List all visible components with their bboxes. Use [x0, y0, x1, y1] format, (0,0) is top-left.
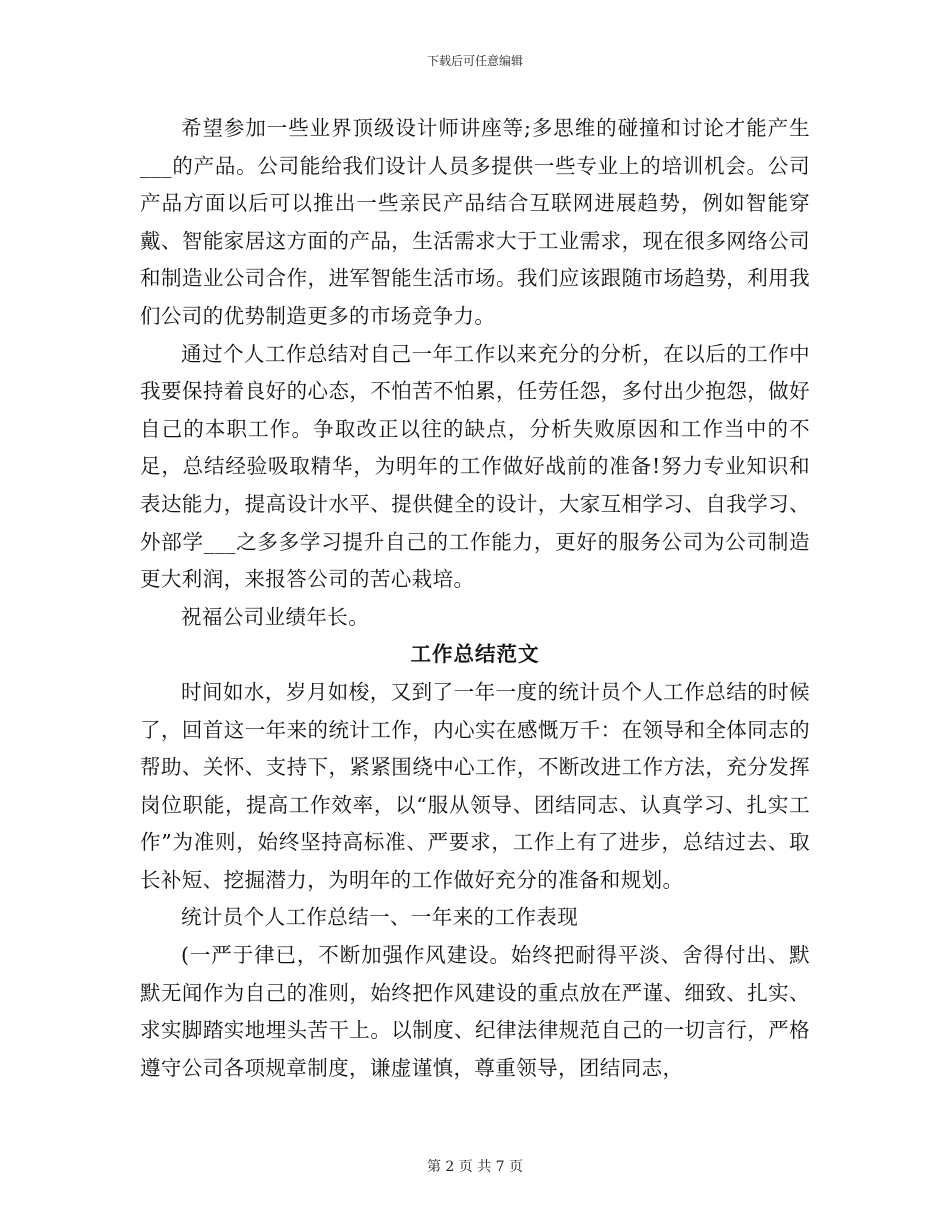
document-body [140, 110, 810, 1087]
page-header-note: 下载后可任意编辑 [426, 54, 523, 68]
section-title: 工作总结范文 [410, 642, 540, 667]
paragraph-design-training: 希望参加一些业界顶级设计师讲座等;多思维的碰撞和讨论才能产生___的产品。公司能给我们设计人员多提供一些专业上的培训机会。公司产品方面以后可以推出一些亲民产品结合互联网进展趋势，例如智能穿戴、智能家居这方面的产品，生活需求大于工业需求，现在很多网络公司和制造业公司合作，进军智能生活市场。我们应该跟随市场趋势，利用我们公司的优势制造更多的市场竞争力。 [140, 116, 810, 328]
paragraph-blessing: 祝福公司业绩年长。 [181, 604, 370, 629]
paragraph-subheading: 统计员个人工作总结一、一年来的工作表现 [181, 905, 579, 930]
paragraph-intro: 时间如水，岁月如梭，又到了一年一度的统计员个人工作总结的时候了，回首这一年来的统计工作，内心实在感慨万千：在领导和全体同志的帮助、关怀、支持下，紧紧围绕中心工作，不断改进工作方法，充分发挥岗位职能，提高工作效率，以“服从领导、团结同志、认真学习、扎实工作”为准则，始终坚持高标准、严要求，工作上有了进步，总结过去、取长补短、挖掘潜力，为明年的工作做好充分的准备和规划。 [140, 679, 810, 892]
page-footer: 第 2 页 共 7 页 [426, 1159, 524, 1175]
paragraph-self-analysis: 通过个人工作总结对自己一年工作以来充分的分析，在以后的工作中我要保持着良好的心态，不怕苦不怕累，任劳任怨，多付出少抱怨，做好自己的本职工作。争取改正以往的缺点，分析失败原因和工作当中的不足，总结经验吸取精华，为明年的工作做好战前的准备!努力专业知识和表达能力，提高设计水平、提供健全的设计，大家互相学习、自我学习、外部学___之多多学习提升自己的工作能力，更好的服务公司为公司制造更大利润，来报答公司的苦心栽培。 [140, 341, 810, 592]
paragraph-discipline: (一严于律已，不断加强作风建设。始终把耐得平淡、舍得付出、默默无闻作为自己的准则，始终把作风建设的重点放在严谨、细致、扎实、求实脚踏实地埋头苦干上。以制度、纪律法律规范自己的一切言行，严格遵守公司各项规章制度，谦虚谨慎，尊重领导，团结同志， [140, 943, 810, 1080]
